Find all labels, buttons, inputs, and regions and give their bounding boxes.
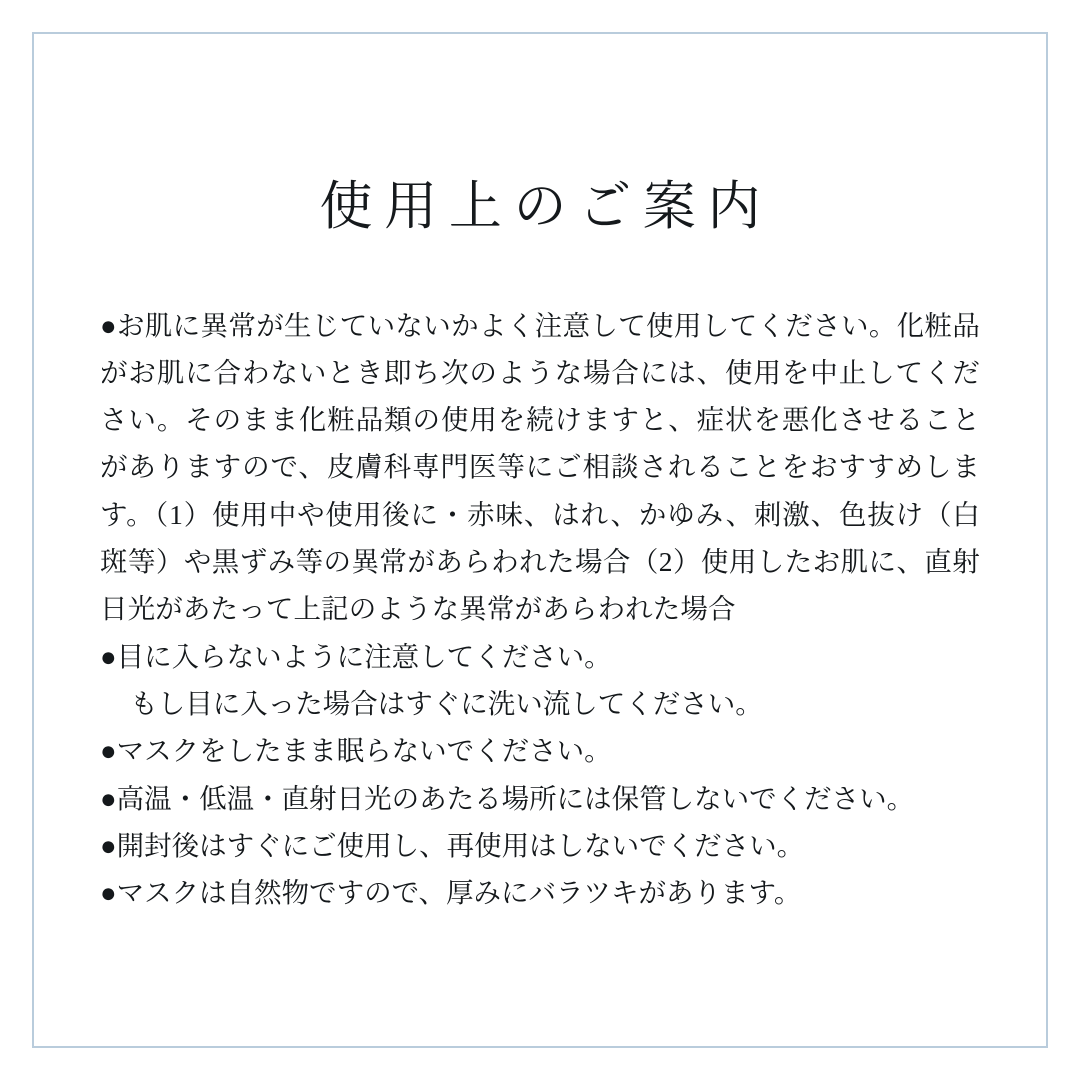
list-item: ●マスクは自然物ですので、厚みにバラツキがあります。: [100, 877, 802, 909]
list-item: ●高温・低温・直射日光のあたる場所には保管しないでください。: [100, 782, 915, 814]
notice-main-paragraph: ●お肌に異常が生じていないかよく注意して使用してください。化粧品がお肌に合わないとき即ち次のような場合には、使用を中止してください。そのまま化粧品類の使用を続けますと、症状を悪化させることがありますので、皮膚科専門医等にご相談されることをおすすめします。（1）使用中や使用後に・赤味、はれ、かゆみ、刺激、色抜け（白斑等）や黒ずみ等の異常があらわれた場合（2）使用したお肌に、直射日光があたって上記のような異常があらわれた場合: [100, 309, 980, 625]
list-item: ●マスクをしたまま眠らないでください。: [100, 735, 612, 767]
document-frame: [32, 32, 1048, 1048]
notice-list: [100, 633, 980, 917]
list-item: ●目に入らないように注意してください。: [100, 640, 612, 672]
list-item: ●開封後はすぐにご使用し、再使用はしないでください。: [100, 829, 805, 861]
list-item-subnote: もし目に入った場合はすぐに洗い流してください。: [130, 687, 763, 719]
page-title: 使用上のご案内: [319, 178, 773, 236]
notice-body: [100, 302, 980, 917]
